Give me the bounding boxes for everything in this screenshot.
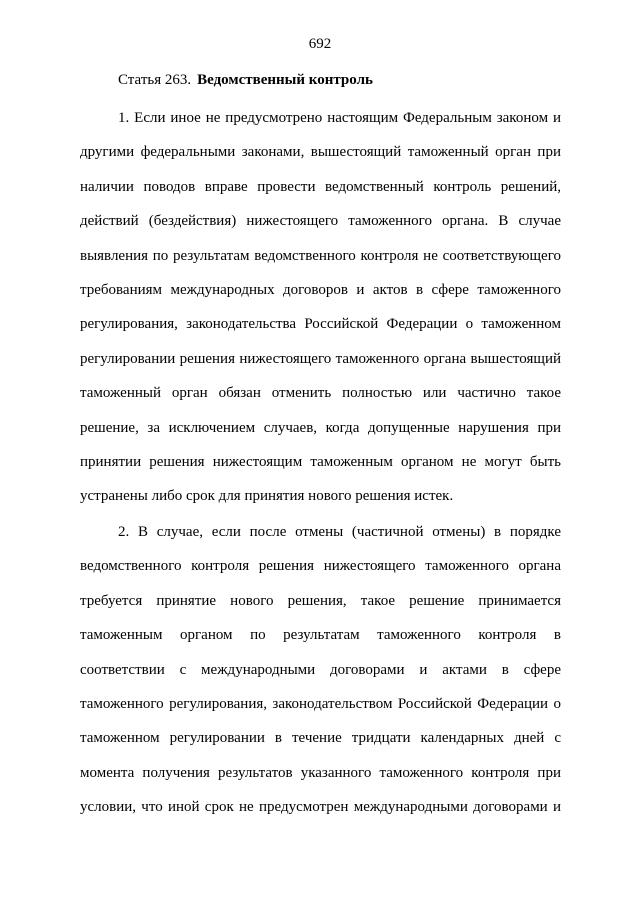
text-line: требованиям международных договоров и актов в сфере таможенного bbox=[80, 281, 561, 298]
text-line: условии, что иной срок не предусмотрен международными договорами и bbox=[80, 799, 561, 816]
text-line: ведомственного контроля решения нижестоящего таможенного органа bbox=[80, 558, 561, 575]
text-line: таможенном регулировании в течение тридцати календарных дней с bbox=[80, 730, 561, 747]
text-line: принятии решения нижестоящим таможенным органом не могут быть bbox=[80, 453, 561, 470]
article-title: Ведомственный контроль bbox=[197, 72, 373, 88]
text-line: устранены либо срок для принятия нового решения истек. bbox=[80, 488, 454, 505]
text-line: требуется принятие нового решения, такое решение принимается bbox=[80, 592, 561, 609]
article-heading bbox=[118, 72, 373, 89]
text-line: выявления по результатам ведомственного контроля не соответствующего bbox=[80, 247, 561, 264]
text-line: таможенного регулирования, законодательством Российской Федерации о bbox=[80, 695, 561, 712]
text-line: таможенный орган обязан отменить полностью или частично такое bbox=[80, 385, 561, 402]
text-line: таможенным органом по результатам таможенного контроля в bbox=[80, 627, 561, 644]
paragraph-2 bbox=[80, 515, 561, 825]
page-number: 692 bbox=[308, 36, 332, 52]
text-line: регулирования, законодательства Российской Федерации о таможенном bbox=[80, 316, 561, 333]
text-line: 2. В случае, если после отмены (частичной отмены) в порядке bbox=[118, 524, 561, 540]
text-line: другими федеральными законами, вышестоящий таможенный орган при bbox=[80, 144, 561, 161]
text-line: регулировании решения нижестоящего таможенного органа вышестоящий bbox=[80, 350, 561, 367]
text-line: 1. Если иное не предусмотрено настоящим Федеральным законом и bbox=[118, 110, 561, 126]
text-line: решение, за исключением случаев, когда допущенные нарушения при bbox=[80, 419, 561, 436]
text-line: момента получения результатов указанного таможенного контроля при bbox=[80, 764, 561, 781]
paragraph-1 bbox=[80, 101, 561, 514]
text-line: наличии поводов вправе провести ведомственный контроль решений, bbox=[80, 178, 561, 195]
text-line: действий (бездействия) нижестоящего таможенного органа. В случае bbox=[80, 213, 561, 230]
text-line: соответствии с международными договорами и актами в сфере bbox=[80, 661, 561, 678]
article-label: Статья 263. bbox=[118, 72, 192, 88]
